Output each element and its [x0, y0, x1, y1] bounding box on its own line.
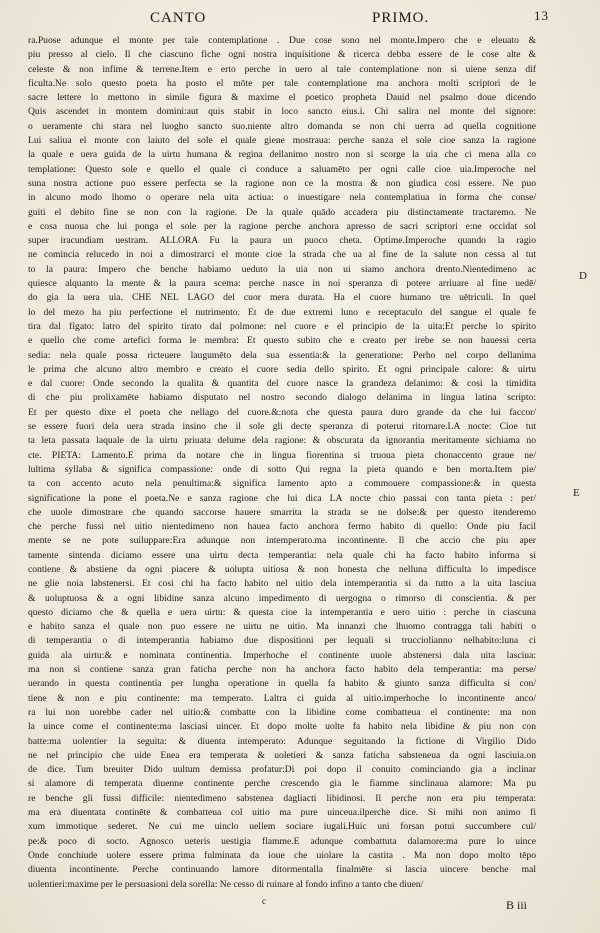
running-head-canto: CANTO	[150, 10, 207, 26]
text-line: e dal cuore: Onde secondo la qualita & quantita del cuore nasce la grandeza delanimo: & cosi la timidita	[28, 378, 536, 390]
text-line: ficulta.Ne solo questo poeta ha posto el mōte per tale contemplatione ma anchora molti scriptori de le	[28, 77, 536, 89]
text-line: quiesce alquanto la mente & la paura scema: perche nasce in noi speranza di potere arriuare al fine uedē/	[28, 278, 536, 290]
text-line: la quale e uera guida de la uirtu humana & regina dellanimo nostro non si scorge la uia che ci mena alla co	[28, 149, 536, 161]
folio-number: 13	[534, 8, 549, 23]
text-line: templatione: Questo sole e quello el quale ci conduce a saluamēto per ogni calle cioe uia.Imperoche nel	[28, 163, 536, 175]
text-line: super iracundiam uestram. ALLORA Fu la paura un puoco cheta. Optime.Imperoche quando la ragio	[28, 235, 536, 247]
text-line: uerando in questa continentia per lungha operatione in quella fa habito & giunto sanza difficulta si con/	[28, 678, 536, 690]
text-line: ne nel principio che uide Enea era temperata & uoletieri & sanza faticha sabsteneua da ogni lasciuia.on	[28, 749, 536, 761]
text-line: lultima syllaba & significa compassione: onde di sotto Qui regna la pieta quando e ben morta.Item pie/	[28, 463, 536, 475]
text-line: lo del mezo ha piu perfectione el nutrimento. Et de due extremi luno e receptaculo del sangue el quale fe	[28, 306, 536, 318]
footer-mark: c	[262, 896, 266, 906]
text-line: significatione la pone el poeta.Ne e sanza ragione che lui dica LA nocte chio passai con tanta pieta : per/	[28, 492, 536, 504]
text-line: in alcuno modo lhomo o operare nela uita actiua: o inuestigare nela contemplatiua in forma che conse/	[28, 192, 536, 204]
text-line: sacre lettere lo mettono in simile figura & maxime el poetico propheta Dauid nel psalmo doue dicendo	[28, 92, 536, 104]
text-line: Onde conchiude uolere essere prima fulminata da ioue che uiolare la castita . Ma non dopo molto tēpo	[28, 849, 536, 861]
text-line: che perche fussi nel uitio nientedimeno non hauea facto anchora fermo habito di quello: Onde piu facil	[28, 521, 536, 533]
text-line: to la paura: Impero che benche habiamo ueduto la uia non ui siamo anchora drento.Nientedimeno ac	[28, 263, 536, 275]
text-line: do gia la uera uia. CHE NEL LAGO del cuor mera durata. Ha el cuore humano tre uētriculi. In quel	[28, 292, 536, 304]
text-line: se essere fuori dela uera strada insino che il sole gli decte speranza di poterui ritornare.LA nocte: Cioe tut	[28, 421, 536, 433]
text-line: le prima che alcuno altro membro e creato el cuore sedia dello spirito. Et ogni principale calore: & uirtu	[28, 363, 536, 375]
text-line: ta con accento acuto nela penultima:& significa lamento apto a commouere compassione:& in questa	[28, 478, 536, 490]
text-line: celeste & non infime & terrene.Item e erto perche in uero al tale contemplatione non si uiene senza dif	[28, 63, 536, 75]
text-line: e quello che come artefici forma le membra: Et questo subito che e creato per irebe se non hauessi certa	[28, 335, 536, 347]
text-line: ma era diuentata continēte & combatteua col uitio ma pure uinceua.ilperche dice. Si mihi non animo fi	[28, 807, 536, 819]
text-line: ne comincia relucedo in noi a dimostrarci el monte cioe la strada che ua al fine de la salute non cessa al tut	[28, 249, 536, 261]
text-line: guida ala uirtu:& e nominata continentia. Imperhoche el continente uuole abstenersi dala uita lasciua:	[28, 649, 536, 661]
text-line: e cosa nuoua che lui ponga el sole per la ragione perche anchora apresso de sacri scriptori e:ne occidat sol	[28, 220, 536, 232]
text-line: e habito sanza el quale non puo essere ne uirtu ne uitio. Ma innanzi che lhuomo contragga tali habiti o	[28, 621, 536, 633]
text-line: pe:& poco di socto. Agnosco ueteris uestigia flamme.E adunque combattuta dalamore:ma pure lo uince	[28, 835, 536, 847]
text-line: contiene & abstiene da ogni piacere & uolupta uitiosa & non honesta che nelluna difficulta lo impedisce	[28, 563, 536, 575]
text-line: o ueramente chi stara nel luogho sancto suo.niente altro domanda se non chi uerra ad quella cognitione	[28, 120, 536, 132]
running-header	[0, 10, 600, 32]
text-line: Quis ascendet in montem domini:aut quis stabit in loco sancto eius.i. Chi salira nel monte del signore:	[28, 106, 536, 118]
text-line: Et per questo dixe el poeta che nellago del cuore.&:nota che questa paura duro grande da che lui faccor/	[28, 406, 536, 418]
text-line: Lui saliua el monte con laiuto del sole el quale giene mostraua: perche sanza el sole cioe sanza la ragione	[28, 135, 536, 147]
text-line: guiti el debito fine se non con la ragione. De la quale quādo accadera piu distinctamente tractaremo. Ne	[28, 206, 536, 218]
text-line: ma non si contiene sanza gran faticha perche non ha anchora facto habito dela temperantia: ma perse/	[28, 664, 536, 676]
text-line: tiene & non e piu continente: ma temperato. Laltra ci guida al uitio.imperhoche lo incontinente anco/	[28, 692, 536, 704]
text-line: di che piu prolixamēte habiamo disputato nel nostro secondo dialogo delanima in lingua latina scripto:	[28, 392, 536, 404]
text-line: xum immotique sederet. Ne cui me uinclo uellem sociare iugali.Huic uni forsan potui succumbere cul/	[28, 821, 536, 833]
text-line: ra lui non uorebbe cader nel uitio:& combatte con la libidine come combatteua el continente: ma non	[28, 706, 536, 718]
text-line: tira dal figato: latro del spirito tirato dal polmone: nel cuore e el principio de la uita:Et perche lo spirito	[28, 320, 536, 332]
text-line: ta leta passata laquale de la uirtu priuata delume dela ragione: & obscurata da ignorantia meritamente sichiama no	[28, 435, 536, 447]
text-line: la uince come el continente:ma lasciasi uincer. Et dopo molte uolte fa habito nela libidine & piu non con	[28, 721, 536, 733]
running-head-primo: PRIMO.	[372, 10, 430, 26]
marginal-letter-d: D	[579, 270, 587, 282]
text-line: di temperantia o di intemperantia habiamo due dispositioni per lequali si trucciolianno nelhabito:luna ci	[28, 635, 536, 647]
text-line: de dice. Tum breuiter Dido uultum demissa profatur:Di poi dopo il conuito cominciando gia a inclinar	[28, 764, 536, 776]
text-line: uolentieri:maxime per le persuasioni dela sorella: Ne cesso di ruinare al fondo infino a tanto che diuen/	[28, 878, 424, 890]
text-line: ra.Puose adunque el monte per tale contemplatione . Due cose sono nel monte.Impero che e eleuato &	[28, 35, 536, 46]
text-line: sedia: nela quale possa ricteuere laugumēto dela sua essentia:& la generatione: Perho nel corpo dellanima	[28, 349, 536, 361]
text-line: questo diciamo che & quella e uera uirtu: & questa cioe la intemperantia e uero uitio : perche in ciascuna	[28, 606, 536, 618]
text-line: cte. PIETA: Lamento.E prima da notare che in lingua fiorentina si truoua pieta chonaccento graue ne/	[28, 449, 536, 461]
signature-mark: B iii	[506, 898, 528, 912]
text-line: re benche gli fussi difficile: nientedimeno sabstenea dagliacti libidinosi. Il perche non era piu temperata:	[28, 792, 536, 804]
marginal-letter-e: E	[573, 487, 580, 499]
text-line: suna nostra actione puo essere perfecta se la ragione non ce la mostra & non giudica cosi essere. Ne puo	[28, 177, 536, 189]
page-footer	[0, 898, 600, 918]
text-line: batte:ma uolentier la seguita: & diuenta intemperato: Adunque seguitando la fictione di Virgilio Dido	[28, 735, 536, 747]
text-line: & uoluptuosa & a ogni libidine sanza alcuno impedimento di uergogna o rimorso di conscientia. & per	[28, 592, 536, 604]
text-line: piu presso al cielo. Il che ciascuno fiche ogni nostra inquisitione & ricerca debba essere de le cose alte &	[28, 49, 536, 61]
text-line: diuenta incontinente. Perche continuando lamore ditormentalla finalmēte si lascia uincere benche mal	[28, 864, 536, 876]
text-line: tamente sintenda diciamo essere una uirtu decta temperantia: nela quale chi ha facto habito informa si	[28, 549, 536, 561]
commentary-text-block	[28, 34, 536, 892]
text-line: si alamore di temperata diuenne continente perche crescendo gia le fiamme sinclinaua alamore: Ma pu	[28, 778, 536, 790]
text-line: che uuole dimostrare che quando saccorse hauere smarrita la strada se ne dolse:& per questo itenderemo	[28, 506, 536, 518]
text-line: mente se ne pote suiluppare:Era adunque non intemperato.ma incontinente. Il che accio che piu aper	[28, 535, 536, 547]
text-line: ne glie noia labstenersi. Et cosi chi ha facto habito nel uitio dela intemperantia si da tutto a la uita lasciua	[28, 578, 536, 590]
